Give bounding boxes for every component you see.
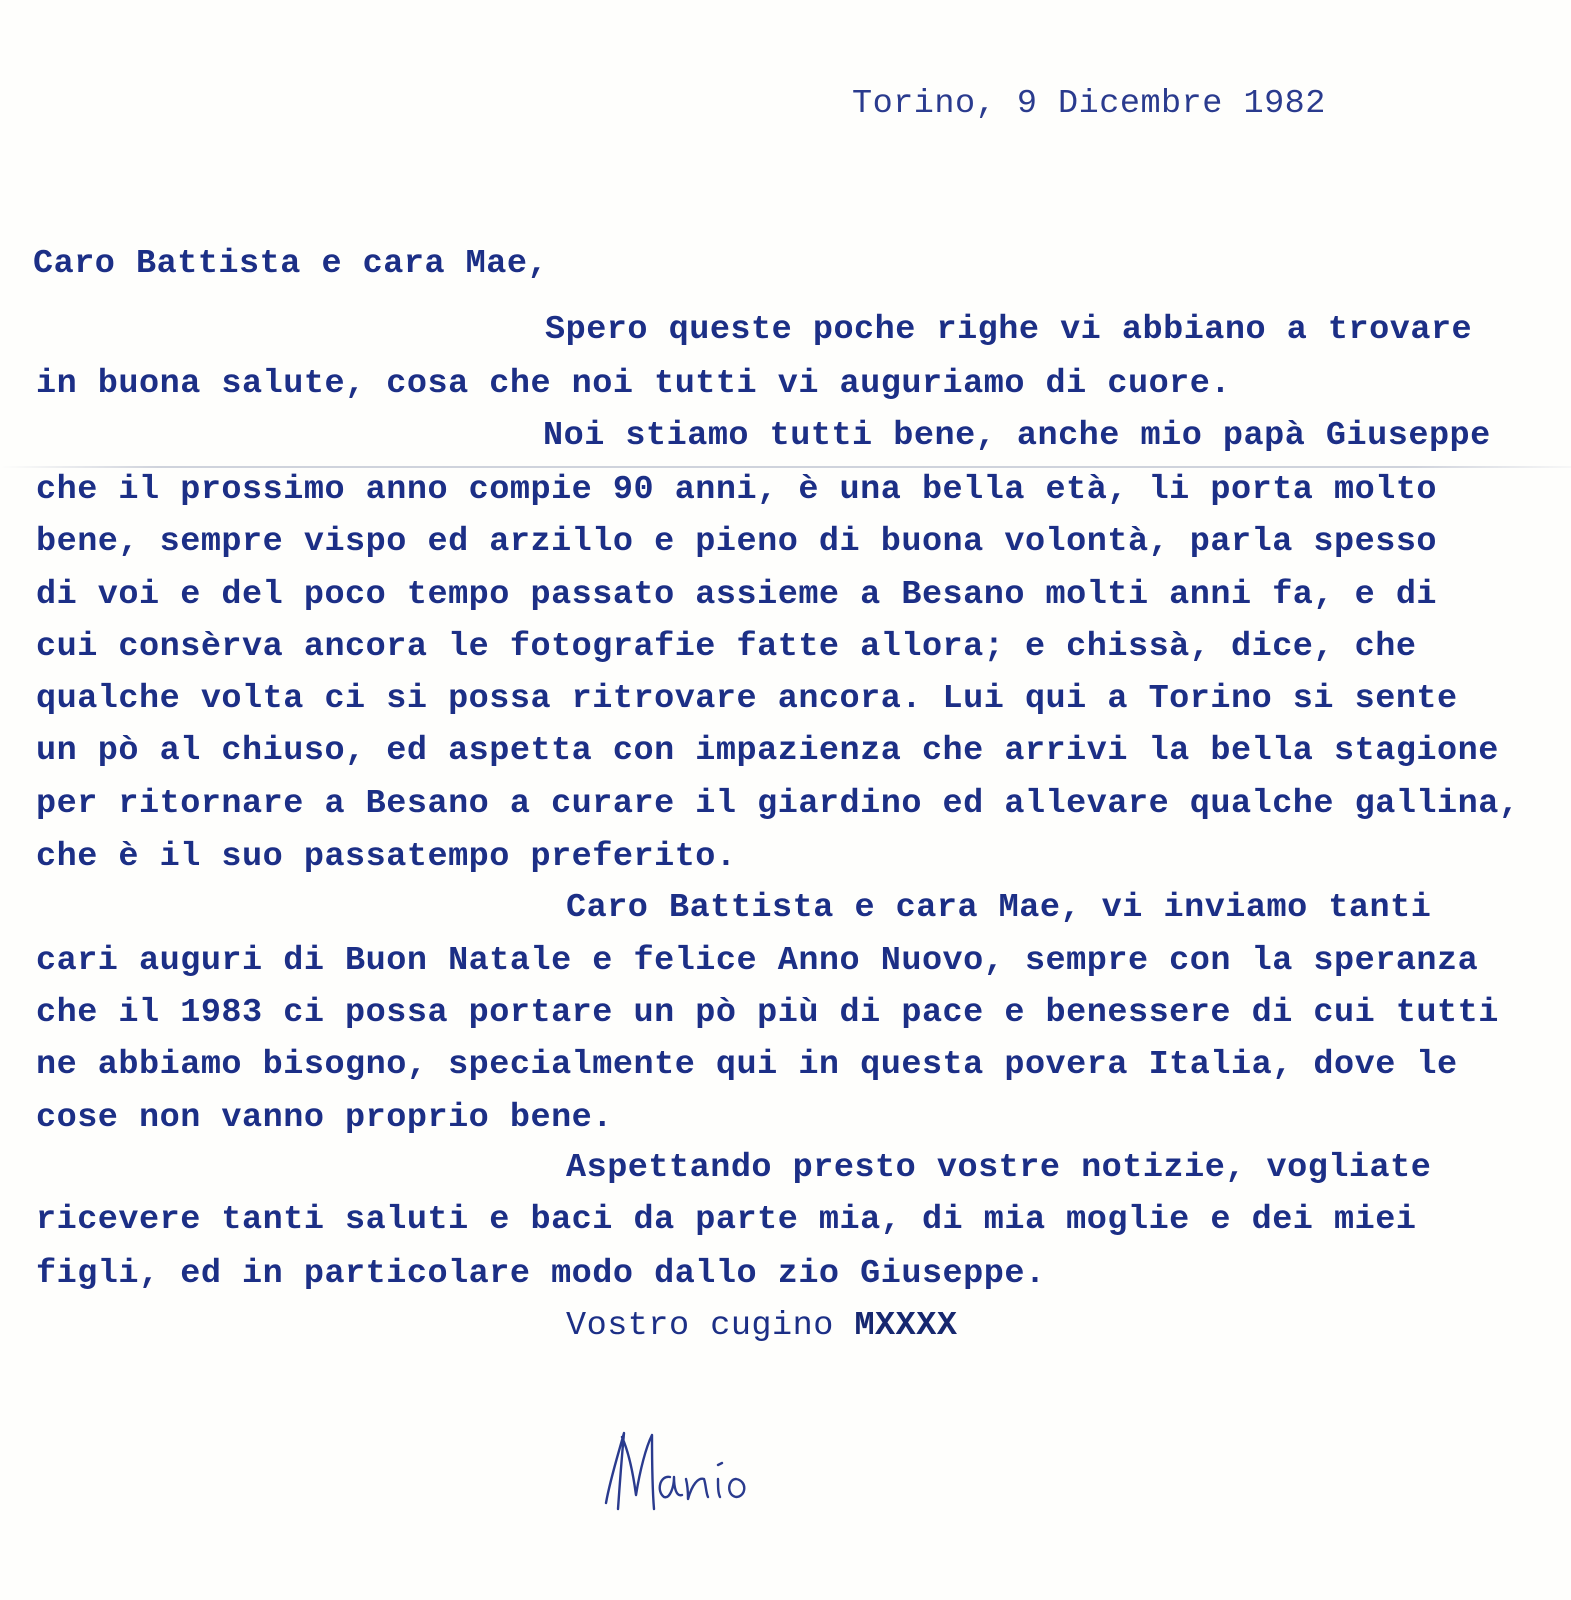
body-line: figli, ed in particolare modo dallo zio Giuseppe. [36, 1255, 1046, 1293]
body-line: che il prossimo anno compie 90 anni, è una bella età, li porta molto [36, 471, 1438, 509]
body-line: in buona salute, cosa che noi tutti vi auguriamo di cuore. [36, 365, 1231, 403]
body-line: Caro Battista e cara Mae, vi inviamo tanti [566, 889, 1432, 927]
handwritten-signature [600, 1425, 770, 1535]
body-line: bene, sempre vispo ed arzillo e pieno di buona volontà, parla spesso [36, 523, 1438, 561]
body-line: Spero queste poche righe vi abbiano a trovare [545, 311, 1473, 349]
body-line: che è il suo passatempo preferito. [36, 838, 737, 876]
signature-icon [600, 1425, 770, 1535]
closing: Vostro cugino [566, 1307, 834, 1345]
body-line: Noi stiamo tutti bene, anche mio papà Giuseppe [543, 417, 1491, 455]
salutation: Caro Battista e cara Mae, [33, 245, 549, 283]
paper-fold-line [0, 466, 1571, 468]
body-line: di voi e del poco tempo passato assieme a Besano molti anni fa, e di [36, 576, 1438, 614]
body-line: che il 1983 ci possa portare un pò più di pace e benessere di cui tutti [36, 994, 1499, 1032]
body-line: ricevere tanti saluti e baci da parte mia, di mia moglie e dei miei [36, 1201, 1417, 1239]
body-line: per ritornare a Besano a curare il giardino ed allevare qualche gallina, [36, 785, 1520, 823]
body-line: cose non vanno proprio bene. [36, 1099, 613, 1137]
body-line: Aspettando presto vostre notizie, vogliate [566, 1149, 1432, 1187]
closing-line [566, 1306, 957, 1346]
body-line: cui consèrva ancora le fotografie fatte allora; e chissà, dice, che [36, 628, 1417, 666]
struck-out-name: MXXXX [854, 1307, 958, 1345]
body-line: cari auguri di Buon Natale e felice Anno Nuovo, sempre con la speranza [36, 942, 1479, 980]
body-line: un pò al chiuso, ed aspetta con impazienza che arrivi la bella stagione [36, 732, 1499, 770]
body-line: ne abbiamo bisogno, specialmente qui in questa povera Italia, dove le [36, 1046, 1458, 1084]
body-line: qualche volta ci si possa ritrovare ancora. Lui qui a Torino si sente [36, 680, 1458, 718]
letter-date: Torino, 9 Dicembre 1982 [852, 85, 1326, 123]
